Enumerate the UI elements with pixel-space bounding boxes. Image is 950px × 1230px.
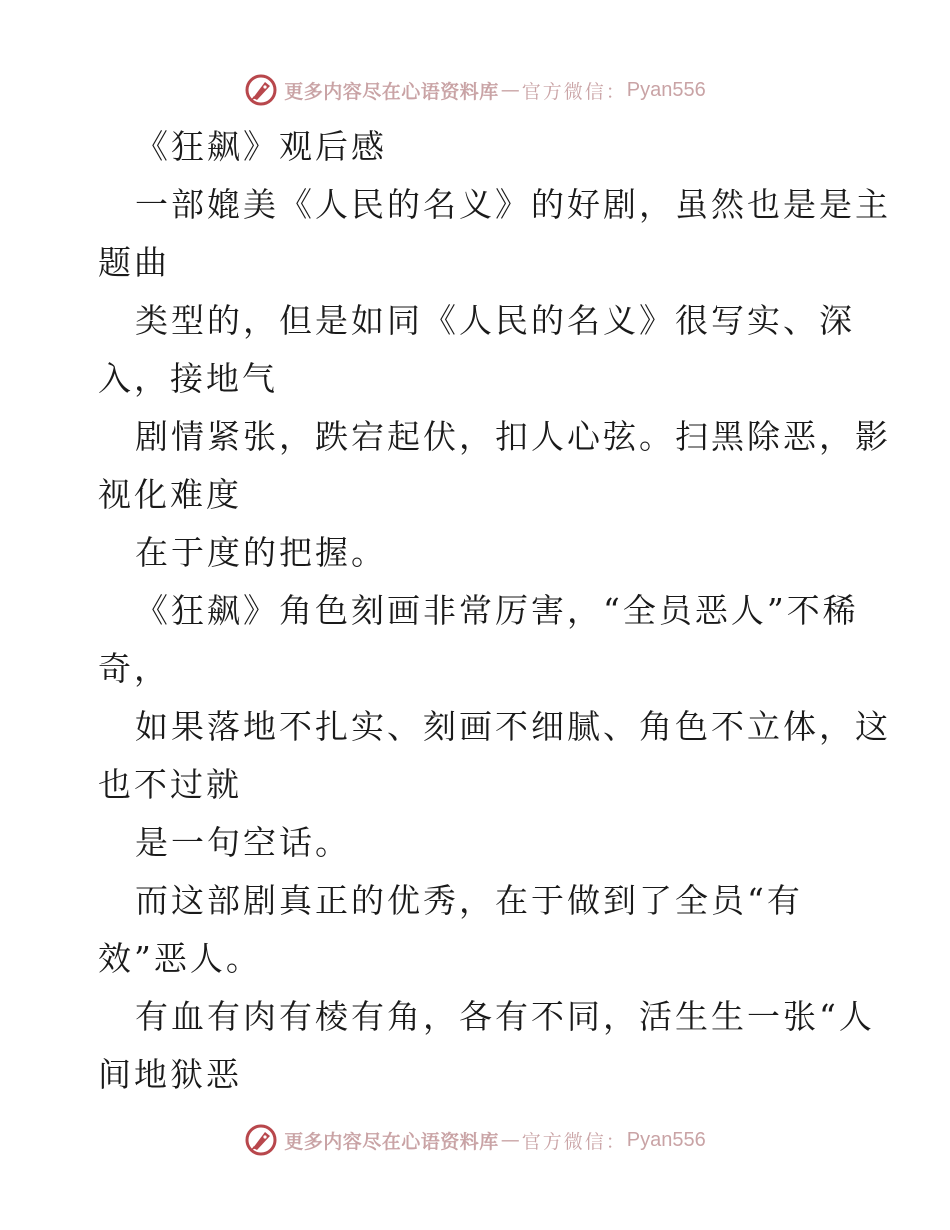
text-line: 间地狱恶 — [98, 1055, 242, 1094]
text-line: 《狂飙》观后感 — [135, 127, 387, 166]
banner-official-label: 官方微信： — [521, 1130, 627, 1153]
text-line: 而这部剧真正的优秀，在于做到了全员“有 — [135, 881, 803, 920]
text-line: 《狂飙》角色刻画非常厉害，“全员恶人”不稀 — [135, 591, 859, 630]
text-line: 剧情紧张，跌宕起伏，扣人心弦。扫黑除恶，影 — [135, 417, 891, 456]
banner-official-label: 官方微信： — [521, 80, 627, 103]
banner-brand-text: 更多内容尽在心语资料库 — [284, 80, 499, 103]
banner-wechat-id: Pyan556 — [626, 1128, 706, 1151]
text-line: 有血有肉有棱有角，各有不同，活生生一张“人 — [135, 997, 875, 1036]
text-line: 是一句空话。 — [135, 823, 351, 862]
header-banner — [0, 70, 950, 110]
banner-wechat-id: Pyan556 — [626, 78, 706, 101]
text-line: 一部媲美《人民的名义》的好剧，虽然也是是主 — [135, 185, 891, 224]
text-line: 效”恶人。 — [98, 939, 262, 978]
text-line: 类型的，但是如同《人民的名义》很写实、深 — [135, 301, 855, 340]
pen-nib-logo-icon — [244, 1123, 278, 1157]
document-body — [98, 118, 891, 1104]
pen-nib-logo-icon — [244, 73, 278, 107]
banner-separator: — — [500, 79, 520, 101]
text-line: 如果落地不扎实、刻画不细腻、角色不立体，这 — [135, 707, 891, 746]
text-line: 题曲 — [98, 243, 170, 282]
text-line: 奇， — [98, 649, 170, 688]
footer-banner — [0, 1120, 950, 1160]
banner-brand-text: 更多内容尽在心语资料库 — [284, 1130, 499, 1153]
banner-separator: — — [500, 1129, 520, 1151]
text-line: 在于度的把握。 — [135, 533, 387, 572]
text-line: 视化难度 — [98, 475, 242, 514]
text-line: 也不过就 — [98, 765, 242, 804]
text-line: 入，接地气 — [98, 359, 278, 398]
